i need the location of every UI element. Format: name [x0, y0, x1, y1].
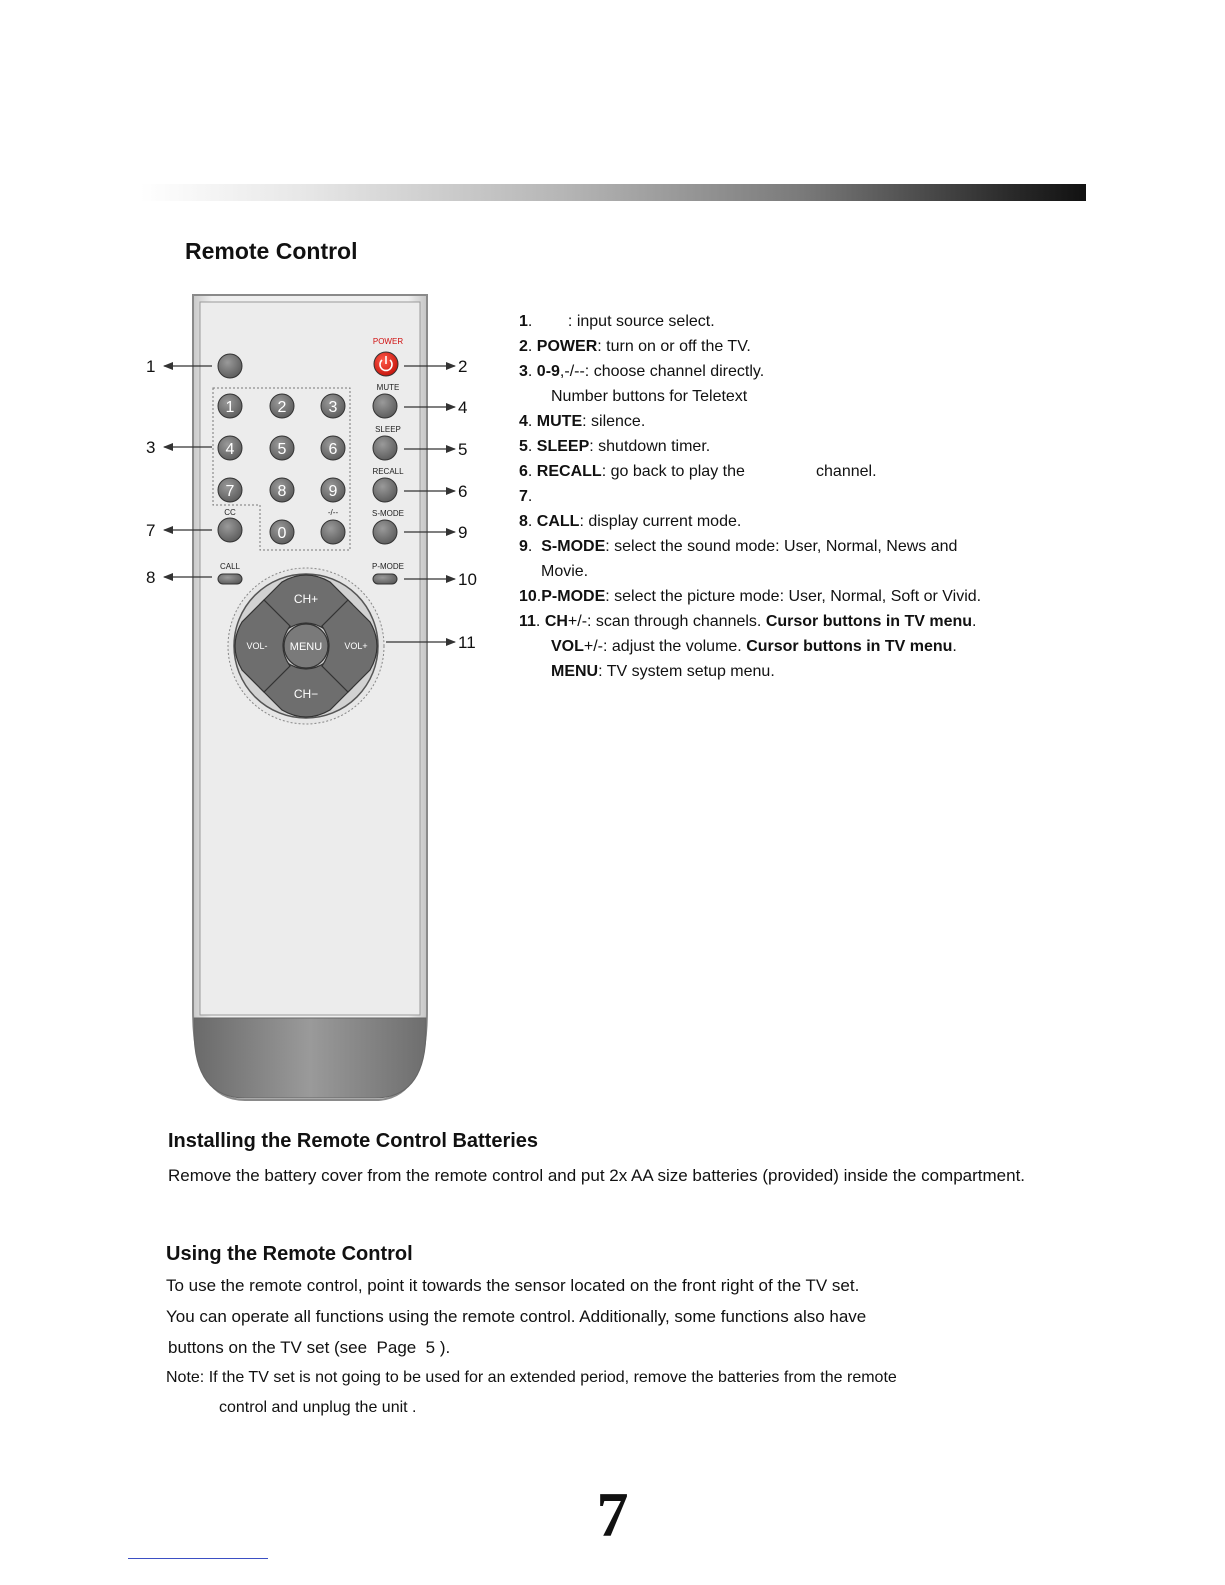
digit-label: 4	[225, 441, 235, 458]
install-text: Remove the battery cover from the remote control and put 2x AA size batteries (provided) inside the compartment.	[168, 1166, 1026, 1185]
callout-9: 9	[458, 523, 468, 542]
digit-button-2	[270, 394, 294, 418]
callout-11: 11	[458, 633, 476, 652]
input-button	[218, 354, 242, 378]
callout-2: 2	[458, 357, 468, 376]
mute-caption: MUTE	[376, 383, 400, 392]
using-text-line-3: buttons on the TV set (see Page 5 ).	[168, 1338, 451, 1357]
desc-item-4: 4. MUTE: silence.	[519, 413, 646, 430]
using-text-line-2: You can operate all functions using the remote control. Additionally, some functions also have	[166, 1307, 867, 1326]
desc-item-2: 2. POWER: turn on or off the TV.	[519, 338, 751, 355]
recall-button	[373, 478, 397, 502]
digit-label: 3	[328, 399, 338, 416]
digit-button-4	[218, 436, 242, 460]
desc-item-9: 9. S-MODE: select the sound mode: User, Normal, News and	[519, 538, 958, 555]
call-button	[218, 574, 242, 584]
pmode-button	[373, 574, 397, 584]
install-section-title: Installing the Remote Control Batteries	[168, 1130, 539, 1152]
digit-label: 5	[277, 441, 287, 458]
desc-item-1: 1. : input source select.	[519, 313, 715, 330]
desc-item-6: 6. RECALL: go back to play the channel.	[519, 463, 877, 480]
page-title: Remote Control	[185, 238, 358, 264]
digit-label: 1	[225, 399, 235, 416]
power-caption: POWER	[372, 337, 404, 346]
digit-label: 9	[328, 483, 338, 500]
desc-item-8: 8. CALL: display current mode.	[519, 513, 742, 530]
cc-button	[218, 518, 242, 542]
recall-caption: RECALL	[372, 467, 404, 476]
callout-5: 5	[458, 440, 468, 459]
smode-button	[373, 520, 397, 544]
callout-1: 1	[146, 357, 156, 376]
digit-label: 7	[225, 483, 235, 500]
digit-label: 0	[277, 525, 287, 542]
dpad-down-label: CH−	[293, 687, 319, 701]
smode-caption: S-MODE	[372, 509, 404, 518]
sleep-button	[373, 436, 397, 460]
callout-10: 10	[458, 570, 477, 589]
using-text-line-1: To use the remote control, point it towards the sensor located on the front right of the TV set.	[166, 1276, 860, 1295]
digit-button-5	[270, 436, 294, 460]
desc-item-11-menu: MENU: TV system setup menu.	[551, 663, 775, 680]
desc-item-5: 5. SLEEP: shutdown timer.	[519, 438, 711, 455]
dash-button	[321, 520, 345, 544]
callout-4: 4	[458, 398, 468, 417]
desc-item-3-continued: Number buttons for Teletext	[551, 388, 748, 405]
digit-button-3	[321, 394, 345, 418]
remote-control-diagram	[130, 290, 510, 1110]
button-description-list	[519, 309, 1079, 684]
digit-button-0	[270, 520, 294, 544]
desc-item-9-continued: Movie.	[541, 563, 589, 580]
remote-bottom-cap	[194, 1018, 426, 1098]
digit-button-7	[218, 478, 242, 502]
digit-label: 8	[277, 483, 287, 500]
menu-label: MENU	[289, 641, 323, 653]
dash-caption: -/--	[327, 508, 339, 517]
using-section-title: Using the Remote Control	[166, 1243, 413, 1265]
desc-item-7: 7.	[519, 488, 533, 505]
desc-item-11-vol: VOL+/-: adjust the volume. Cursor buttons in TV menu.	[551, 638, 957, 655]
dpad-right-label: VOL+	[344, 641, 368, 651]
dpad-up-label: CH+	[293, 592, 319, 606]
digit-button-6	[321, 436, 345, 460]
callout-7: 7	[146, 521, 156, 540]
callout-6: 6	[458, 482, 468, 501]
call-caption: CALL	[219, 562, 241, 571]
callout-3: 3	[146, 438, 156, 457]
digit-button-8	[270, 478, 294, 502]
desc-item-11: 11. CH+/-: scan through channels. Cursor buttons in TV menu.	[519, 613, 977, 630]
digit-button-9	[321, 478, 345, 502]
desc-item-10: 10.P-MODE: select the picture mode: User, Normal, Soft or Vivid.	[519, 588, 982, 605]
footer-line	[128, 1558, 268, 1559]
page-number: 7	[596, 1479, 629, 1550]
desc-item-3: 3. 0-9,-/--: choose channel directly.	[519, 363, 765, 380]
pmode-caption: P-MODE	[372, 562, 404, 571]
header-gradient-bar	[140, 184, 1086, 201]
note-line-1: Note: If the TV set is not going to be used for an extended period, remove the batteries from the remote	[166, 1369, 897, 1386]
mute-button	[373, 394, 397, 418]
cc-caption: CC	[224, 508, 236, 517]
sleep-caption: SLEEP	[375, 425, 401, 434]
callout-8: 8	[146, 568, 156, 587]
note-line-2: control and unplug the unit .	[219, 1399, 417, 1416]
digit-button-1	[218, 394, 242, 418]
digit-label: 2	[277, 399, 287, 416]
digit-label: 6	[328, 441, 338, 458]
dpad-left-label: VOL-	[246, 641, 268, 651]
